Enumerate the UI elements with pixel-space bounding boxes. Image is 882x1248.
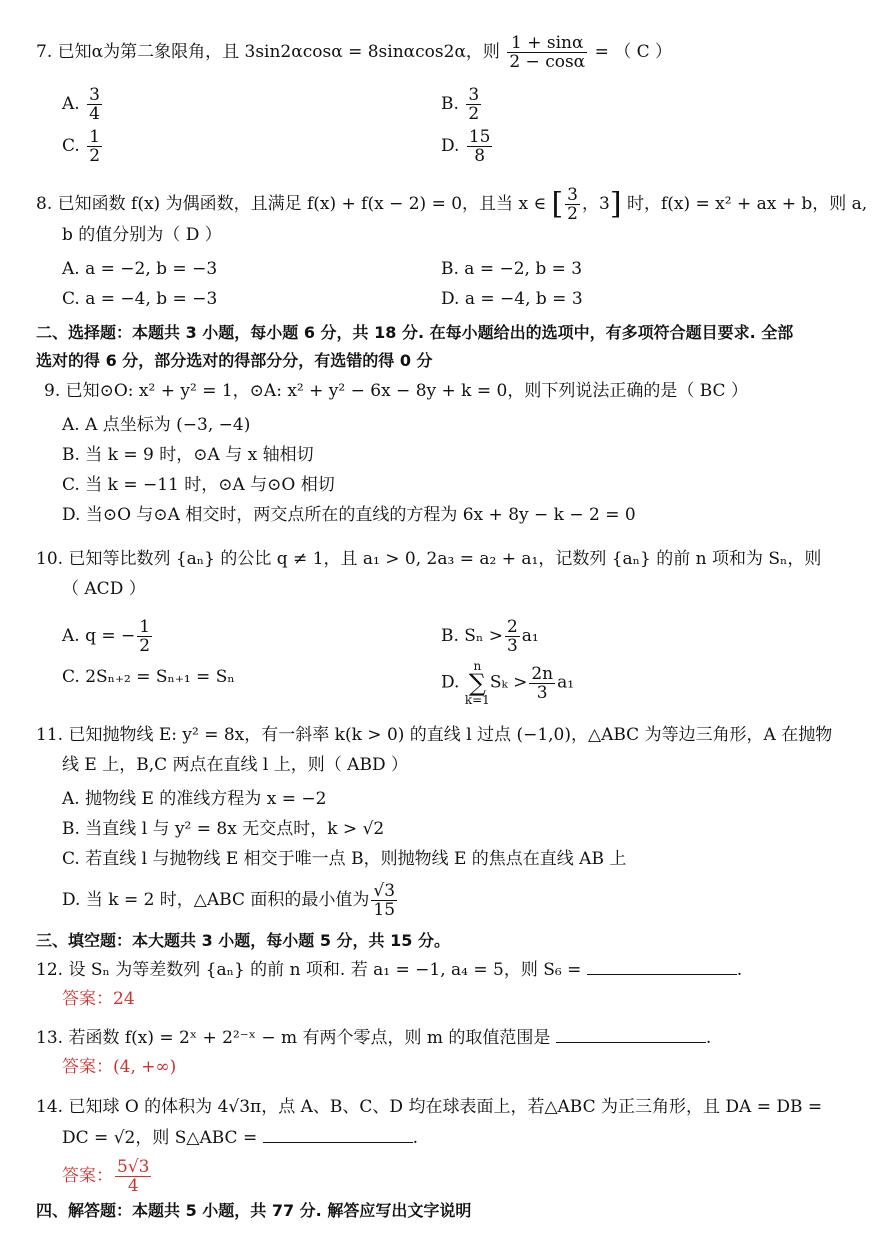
q10-option-d-prefix: D. xyxy=(441,672,460,693)
q10-sum-upper: n xyxy=(473,659,482,673)
q10-option-d-summation xyxy=(465,660,490,706)
q7-option-d-fraction xyxy=(467,128,493,165)
q8-option-d: D. a = −4, b = 3 xyxy=(441,289,583,309)
q13-stem xyxy=(36,1026,711,1049)
q7-option-b-label: B. xyxy=(441,94,459,114)
q10-option-d-den: 3 xyxy=(536,682,548,703)
q8-option-b: B. a = −2, b = 3 xyxy=(441,259,583,279)
q14-answer-fraction xyxy=(115,1158,151,1195)
q10-option-d-suffix: a₁ xyxy=(557,672,575,693)
q10-option-a-fraction xyxy=(137,618,152,655)
q7-option-c-den: 2 xyxy=(89,146,101,166)
q8-left-bracket: [ xyxy=(551,186,564,222)
q14-stem-end: . xyxy=(412,1128,419,1148)
q7-stem xyxy=(36,34,672,71)
q10-option-b-den: 3 xyxy=(506,636,518,656)
q8-interval-num: 3 xyxy=(567,185,578,205)
q8-interval-fraction xyxy=(565,186,580,223)
q11-stem-line1: 11. 已知抛物线 E: y² = 8x，有一斜率 k(k > 0) 的直线 l 过点 (−1,0)，△ABC 为等边三角形，A 在抛物 xyxy=(36,725,833,745)
q11-option-d-den: 15 xyxy=(373,900,396,920)
q8-stem-line1 xyxy=(36,186,867,223)
q8-option-c: C. a = −4, b = −3 xyxy=(62,289,218,309)
q11-option-d-fraction xyxy=(371,882,397,919)
q7-option-d xyxy=(441,128,494,165)
q9-option-c: C. 当 k = −11 时，⊙A 与⊙O 相切 xyxy=(62,475,335,495)
q10-stem-line2: （ ACD ） xyxy=(62,579,146,599)
q14-answer xyxy=(62,1158,153,1195)
q11-option-d-num: √3 xyxy=(373,881,396,901)
q14-stem-line1: 14. 已知球 O 的体积为 4√3π，点 A、B、C、D 均在球表面上，若△ABC 为正三角形，且 DA = DB = xyxy=(36,1097,823,1117)
q14-answer-den: 4 xyxy=(127,1176,139,1196)
q7-fraction-numerator: 1 + sinα xyxy=(507,34,587,53)
q11-option-a: A. 抛物线 E 的准线方程为 x = −2 xyxy=(62,789,327,809)
q8-stem-prefix: 8. 已知函数 f(x) 为偶函数，且满足 f(x) + f(x − 2) = 0，且当 x ∈ xyxy=(36,194,547,214)
q11-option-b: B. 当直线 l 与 y² = 8x 无交点时，k > √2 xyxy=(62,819,385,839)
q7-option-d-num: 15 xyxy=(468,127,491,147)
q7-option-c-label: C. xyxy=(62,136,80,156)
section3-heading: 三、填空题：本大题共 3 小题，每小题 5 分，共 15 分。 xyxy=(36,931,450,950)
q10-option-d-fraction xyxy=(529,665,555,702)
q12-stem-text: 12. 设 Sₙ 为等差数列 {aₙ} 的前 n 项和. 若 a₁ = −1, a₄ = 5，则 S₆ = xyxy=(36,960,582,980)
q10-option-b xyxy=(441,618,539,655)
q10-option-b-prefix: B. Sₙ > xyxy=(441,626,503,646)
q7-option-b xyxy=(441,86,483,123)
q13-answer-blank xyxy=(556,1026,706,1043)
q8-stem-suffix: 时，f(x) = x² + ax + b，则 a, xyxy=(626,194,868,214)
q10-sum-symbol: ∑ xyxy=(468,669,486,697)
q7-fraction xyxy=(507,34,587,71)
q10-option-a-den: 2 xyxy=(139,636,151,656)
q10-option-d-mid: Sₖ > xyxy=(489,672,528,693)
q12-stem xyxy=(36,958,742,981)
q7-stem-prefix: 7. 已知α为第二象限角，且 3sin2αcosα = 8sinαcos2α，则 xyxy=(36,42,500,62)
q13-answer: 答案：(4, +∞) xyxy=(62,1057,177,1077)
q13-stem-end: . xyxy=(705,1028,712,1048)
q14-answer-blank xyxy=(263,1126,413,1143)
q14-stem-line2 xyxy=(62,1126,418,1149)
section2-heading-line1: 二、选择题：本题共 3 小题，每小题 6 分，共 18 分. 在每小题给出的选项中，有多项符合题目要求. 全部 xyxy=(36,323,794,342)
q7-fraction-denominator: 2 − cosα xyxy=(509,52,586,72)
q14-answer-prefix: 答案： xyxy=(62,1166,113,1186)
q10-option-a-num: 1 xyxy=(139,617,151,637)
q7-option-d-label: D. xyxy=(441,136,460,156)
q10-option-b-num: 2 xyxy=(506,617,518,637)
q10-option-a xyxy=(62,618,154,655)
q8-interval-end: ，3 xyxy=(582,194,610,214)
q7-option-a-den: 4 xyxy=(89,104,100,124)
q7-option-c xyxy=(62,128,104,165)
q7-option-b-num: 3 xyxy=(468,85,480,105)
q7-option-c-fraction xyxy=(87,128,102,165)
q9-option-b: B. 当 k = 9 时，⊙A 与 x 轴相切 xyxy=(62,445,314,465)
q7-stem-suffix: = （ C ） xyxy=(594,42,673,62)
q7-option-b-den: 2 xyxy=(468,104,480,124)
section4-heading: 四、解答题：本题共 5 小题，共 77 分. 解答应写出文字说明 xyxy=(36,1201,472,1220)
q9-option-a: A. A 点坐标为 (−3, −4) xyxy=(62,415,251,435)
q12-stem-end: . xyxy=(736,960,743,980)
q7-option-a-num: 3 xyxy=(89,85,100,105)
q8-option-a: A. a = −2, b = −3 xyxy=(62,259,218,279)
q11-option-c: C. 若直线 l 与抛物线 E 相交于唯一点 B，则抛物线 E 的焦点在直线 AB 上 xyxy=(62,849,627,869)
q9-stem: 9. 已知⊙O: x² + y² = 1，⊙A: x² + y² − 6x − 8y + k = 0，则下列说法正确的是（ BC ） xyxy=(44,381,748,401)
q10-option-a-prefix: A. q = − xyxy=(62,626,136,646)
q11-stem-line2: 线 E 上，B,C 两点在直线 l 上，则（ ABD ） xyxy=(62,755,408,775)
q7-option-b-fraction xyxy=(466,86,481,123)
q7-option-a xyxy=(62,86,104,123)
q11-option-d-prefix: D. 当 k = 2 时，△ABC 面积的最小值为 xyxy=(62,890,370,910)
q10-sum-lower: k=1 xyxy=(464,693,490,707)
q12-answer: 答案：24 xyxy=(62,989,135,1009)
q7-option-a-label: A. xyxy=(62,94,80,114)
q8-interval-den: 2 xyxy=(567,204,578,224)
q11-option-d xyxy=(62,882,399,919)
q10-option-b-suffix: a₁ xyxy=(521,626,539,646)
q12-answer-blank xyxy=(587,958,737,975)
q10-option-d-num: 2n xyxy=(531,663,554,684)
q7-option-a-fraction xyxy=(87,86,102,123)
q8-right-bracket: ] xyxy=(609,186,622,222)
q13-stem-text: 13. 若函数 f(x) = 2ˣ + 2²⁻ˣ − m 有两个零点，则 m 的取值范围是 xyxy=(36,1028,551,1048)
q7-option-c-num: 1 xyxy=(89,127,101,147)
q14-stem-line2-text: DC = √2，则 S△ABC = xyxy=(62,1128,258,1148)
section2-heading-line2: 选对的得 6 分，部分选对的得部分分，有选错的得 0 分 xyxy=(36,351,433,370)
q10-option-c: C. 2Sₙ₊₂ = Sₙ₊₁ = Sₙ xyxy=(62,667,235,687)
q7-option-d-den: 8 xyxy=(474,146,486,166)
q10-option-b-fraction xyxy=(505,618,520,655)
q10-option-d xyxy=(441,660,574,706)
q9-option-d: D. 当⊙O 与⊙A 相交时，两交点所在的直线的方程为 6x + 8y − k − 2 = 0 xyxy=(62,505,636,525)
q14-answer-num: 5√3 xyxy=(117,1157,150,1177)
q8-stem-line2: b 的值分别为（ D ） xyxy=(62,225,222,245)
q10-stem-line1: 10. 已知等比数列 {aₙ} 的公比 q ≠ 1，且 a₁ > 0, 2a₃ = a₂ + a₁，记数列 {aₙ} 的前 n 项和为 Sₙ，则 xyxy=(36,549,822,569)
